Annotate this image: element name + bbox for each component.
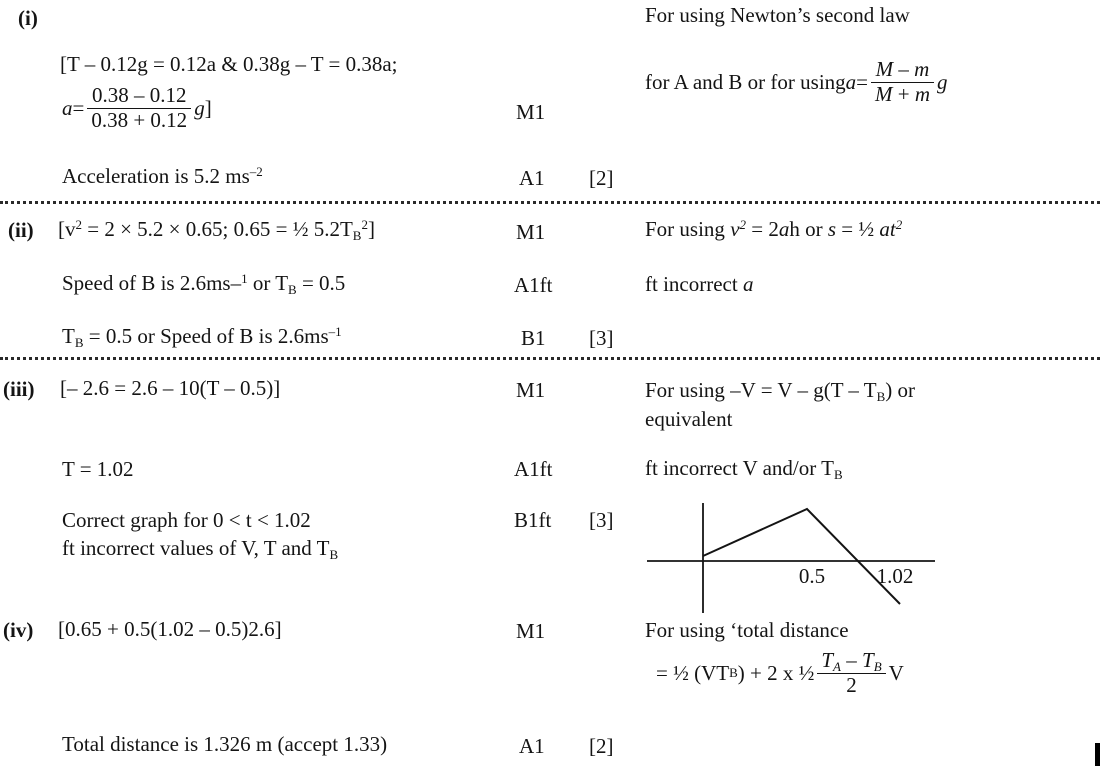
working-equations-i: [T – 0.12g = 0.12a & 0.38g – T = 0.38a;: [60, 52, 398, 76]
part-label-ii: (ii): [8, 218, 34, 242]
mark-m1-iv: M1: [516, 619, 546, 643]
x-tick-0-5: 0.5: [798, 564, 826, 588]
mark-a1ft-iii: A1ft: [514, 457, 553, 481]
mark-m1-ii: M1: [516, 220, 546, 244]
guidance-ft-incorrect-v-tb: ft incorrect V and/or $T_B$: [645, 456, 843, 482]
velocity-time-sketch-graph: [645, 495, 945, 625]
answer-total-distance: Total distance is 1.326 m (accept 1.33): [62, 732, 388, 756]
guidance-ft-incorrect-a: ft incorrect a: [645, 272, 754, 296]
part-label-i: (i): [18, 6, 38, 30]
mark-m1-i: M1: [516, 100, 546, 124]
working-acceleration-fraction: a = $\frac{0.38 - 0.12}{0.38 + 0.12}$ g ]: [62, 82, 212, 132]
guidance-acceleration-formula: for A and B or for using a = $\frac{M - m}{M + m}$ g: [645, 56, 948, 106]
guidance-suvat-formula: For using $v^2 = 2ah$ or s = ½ $at^2$: [645, 217, 903, 241]
mark-m1-iii: M1: [516, 378, 546, 402]
section-divider: [0, 201, 1100, 204]
part-label-iv: (iv): [3, 618, 34, 642]
guidance-total-distance: For using ‘total distance: [645, 618, 849, 642]
total-marks-iv: [2]: [589, 734, 614, 758]
working-equation-iii: [– 2.6 = 2.6 – 10(T – 0.5)]: [60, 376, 281, 400]
mark-a1ft-ii: A1ft: [514, 273, 553, 297]
answer-correct-graph: Correct graph for 0 < t < 1.02 ft incorrect values of V, T and $T_B$: [62, 508, 339, 562]
answer-tb: $T_B = 0.5$ or Speed of B is $2.6ms^{-1}$: [62, 324, 342, 350]
total-marks-ii: [3]: [589, 326, 614, 350]
velocity-line: [703, 509, 900, 604]
answer-acceleration: Acceleration is 5.2 $ms^{-2}$: [62, 164, 263, 188]
section-divider: [0, 357, 1100, 360]
working-equations-ii: [$v^2 = 2 \times 5.2 \times 0.65$; 0.65 = ½ $5.2T_B^2$]: [58, 217, 375, 243]
scan-artifact-mark: [1095, 743, 1100, 766]
total-marks-i: [2]: [589, 166, 614, 190]
x-tick-1-02: 1.02: [876, 564, 914, 588]
total-marks-iii: [3]: [589, 508, 614, 532]
answer-t-value: T = 1.02: [62, 457, 134, 481]
mark-a1-i: A1: [519, 166, 545, 190]
mark-a1-iv: A1: [519, 734, 545, 758]
part-label-iii: (iii): [3, 377, 35, 401]
answer-speed-of-b: Speed of B is 2.6ms–$^1$ or $T_B = 0.5$: [62, 271, 346, 297]
guidance-velocity-formula: For using $-V = V - g(T - T_B)$ or equivalent: [645, 378, 916, 431]
mark-b1-ii: B1: [521, 326, 546, 350]
working-equation-iv: [0.65 + 0.5(1.02 – 0.5)2.6]: [58, 617, 282, 641]
guidance-newtons-law: For using Newton’s second law: [645, 3, 910, 27]
guidance-total-distance-formula: = ½ (VT B ) + 2 x ½ $\frac{T_A - T_B}{2}$ V: [656, 647, 904, 697]
mark-b1ft-iii: B1ft: [514, 508, 552, 532]
